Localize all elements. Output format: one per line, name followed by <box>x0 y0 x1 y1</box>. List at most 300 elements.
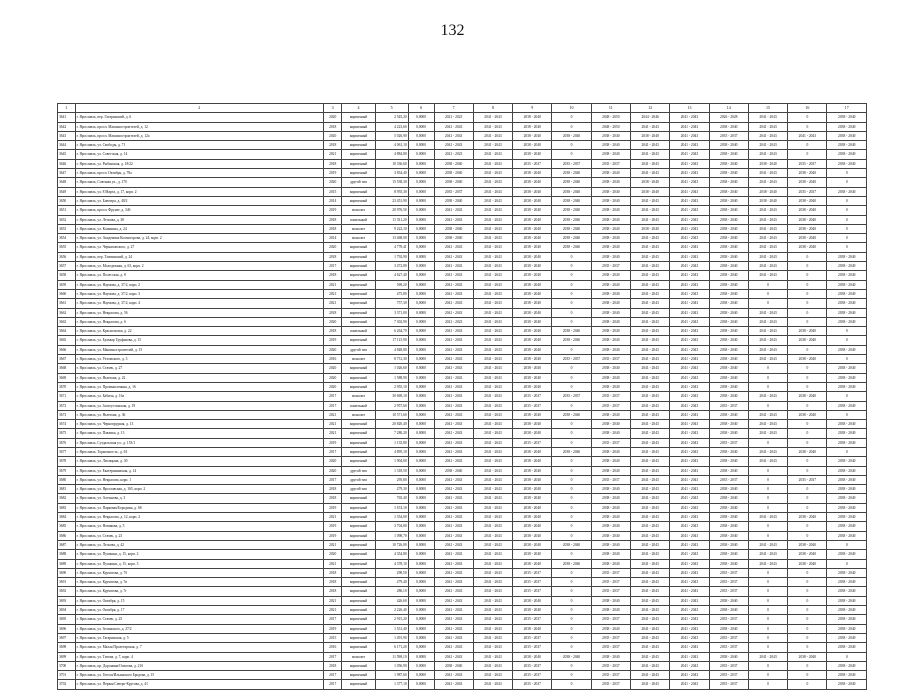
table-cell: кирпичный <box>342 289 375 298</box>
column-index-cell: 12 <box>631 104 670 113</box>
table-cell: 2038 - 2040 <box>709 141 748 150</box>
table-row <box>58 587 867 596</box>
table-cell: 2035 - 2037 <box>591 355 630 364</box>
table-cell: 2041 - 2043 <box>434 522 473 531</box>
table-cell: 3649 <box>58 187 76 196</box>
table-cell: 2041 - 2043 <box>631 271 670 280</box>
table-row <box>58 150 867 159</box>
table-cell: 2035 - 2037 <box>591 661 630 670</box>
table-cell: 0,0000 <box>408 113 434 122</box>
table-cell: 2035 - 2037 <box>552 159 591 168</box>
table-cell: 0 <box>748 633 787 642</box>
table-cell: 2038 - 2040 <box>788 652 827 661</box>
table-cell: 2041 - 2043 <box>631 503 670 512</box>
table-cell: 2021 <box>323 150 342 159</box>
table-cell: 2038 - 2040 <box>827 568 867 577</box>
table-cell: 2041 - 2043 <box>473 364 512 373</box>
table-cell: 2038 - 2040 <box>513 382 552 391</box>
table-cell: 2041 - 2043 <box>434 122 473 131</box>
table-cell: 2041 - 2043 <box>670 262 709 271</box>
table-cell: 2038 - 2040 <box>788 392 827 401</box>
table-cell: 2041 - 2043 <box>670 141 709 150</box>
table-cell: 3668 <box>58 364 76 373</box>
table-row <box>58 280 867 289</box>
table-cell: 0,0000 <box>408 606 434 615</box>
table-cell: 3669 <box>58 373 76 382</box>
table-cell: 0,0000 <box>408 475 434 484</box>
column-index-cell: 9 <box>513 104 552 113</box>
table-cell: 2041 - 2043 <box>473 410 512 419</box>
table-cell: 0 <box>552 280 591 289</box>
table-cell: монолит <box>342 206 375 215</box>
table-cell: 2041 - 2043 <box>670 299 709 308</box>
table-cell: 2035 - 2037 <box>513 643 552 652</box>
table-cell: 2038 - 2040 <box>827 401 867 410</box>
table-cell: 0,0000 <box>408 289 434 298</box>
table-cell: 2035 - 2037 <box>591 671 630 680</box>
table-cell: 2041 - 2043 <box>631 447 670 456</box>
table-cell: 2041 - 2043 <box>473 215 512 224</box>
address-cell: г. Ярославль, ул. Некрасова, д. 12, корп. 2 <box>75 513 323 522</box>
table-cell: 2041 - 2043 <box>631 624 670 633</box>
table-row <box>58 661 867 670</box>
table-cell: 0 <box>788 317 827 326</box>
table-cell: 2041 - 2043 <box>670 503 709 512</box>
table-cell: 2041 - 2043 <box>473 187 512 196</box>
table-cell: 2041 - 2043 <box>670 420 709 429</box>
table-cell: 0 <box>552 401 591 410</box>
table-cell: 765,40 <box>375 494 408 503</box>
table-cell: 2038 - 2040 <box>591 522 630 531</box>
table-cell: 2038 - 2040 <box>434 169 473 178</box>
column-index-cell: 10 <box>552 104 591 113</box>
table-cell: 2038 - 2040 <box>788 234 827 243</box>
table-cell: 298,50 <box>375 568 408 577</box>
table-cell: 2041 - 2043 <box>670 540 709 549</box>
table-cell: 2038 - 2040 <box>591 596 630 605</box>
table-cell: 0 <box>748 401 787 410</box>
table-cell: 5 026,90 <box>375 131 408 140</box>
table-cell: 2041 - 2043 <box>473 587 512 596</box>
table-cell: 2018 <box>323 327 342 336</box>
table-cell: 0 <box>552 587 591 596</box>
table-cell: 2041 - 2043 <box>631 568 670 577</box>
table-cell: 0 <box>552 457 591 466</box>
table-cell: 2035 - 2037 <box>709 475 748 484</box>
table-cell: 0,0000 <box>408 559 434 568</box>
table-cell: 2038 - 2040 <box>591 178 630 187</box>
table-cell: 2038 - 2040 <box>748 159 787 168</box>
table-cell: 9 222,10 <box>375 224 408 233</box>
table-cell: 2038 - 2040 <box>591 457 630 466</box>
table-cell: 0 <box>552 271 591 280</box>
table-cell: 8 955,30 <box>375 187 408 196</box>
table-cell: 2041 - 2043 <box>473 159 512 168</box>
table-cell: кирпичный <box>342 513 375 522</box>
table-cell: 2041 - 2043 <box>670 131 709 140</box>
table-cell: кирпичный <box>342 457 375 466</box>
table-cell: 2038 - 2040 <box>552 131 591 140</box>
table-cell: кирпичный <box>342 243 375 252</box>
address-cell: г. Ярославль, ул. Курчатова, д. 7г <box>75 587 323 596</box>
table-cell: 2041 - 2043 <box>631 540 670 549</box>
table-cell: 0,0000 <box>408 122 434 131</box>
table-cell: 2 545,20 <box>375 113 408 122</box>
table-cell: 2035 - 2037 <box>513 578 552 587</box>
table-cell: 2041 - 2043 <box>748 513 787 522</box>
table-cell: 0 <box>552 345 591 354</box>
table-cell: 0,0000 <box>408 643 434 652</box>
table-cell: 2018 <box>323 587 342 596</box>
table-cell: 2038 - 2040 <box>513 308 552 317</box>
table-cell: 2041 - 2043 <box>473 150 512 159</box>
table-cell: 2038 - 2040 <box>788 410 827 419</box>
table-cell: 2021 <box>323 606 342 615</box>
table-cell: 2038 - 2040 <box>709 308 748 317</box>
table-cell: 2038 - 2040 <box>827 475 867 484</box>
table-cell: 2038 - 2040 <box>709 410 748 419</box>
table-cell: 2021 - 2023 <box>434 113 473 122</box>
table-row <box>58 503 867 512</box>
table-cell: 2048 - 2050 <box>591 113 630 122</box>
address-cell: г. Ярославль, просп. Фрунзе, д. 34б <box>75 206 323 215</box>
table-cell: 2038 - 2040 <box>552 215 591 224</box>
table-cell: 2038 - 2040 <box>552 652 591 661</box>
table-cell: 2038 - 2040 <box>788 206 827 215</box>
table-cell: 2035 - 2037 <box>709 587 748 596</box>
table-cell: 0 <box>788 373 827 382</box>
table-cell: 2041 - 2043 <box>670 513 709 522</box>
address-cell: г. Ярославль, Тормозное ш., д. 63 <box>75 447 323 456</box>
table-cell: 0 <box>748 503 787 512</box>
table-row <box>58 540 867 549</box>
table-cell: 0 <box>788 568 827 577</box>
address-cell: г. Ярославль, ул. Машиностроителей, д. 15 <box>75 345 323 354</box>
table-cell: 2038 - 2040 <box>827 113 867 122</box>
table-cell: 2041 - 2043 <box>473 633 512 642</box>
table-cell: 0 <box>827 196 867 205</box>
table-cell: 2020 <box>323 178 342 187</box>
table-cell: 0 <box>552 578 591 587</box>
table-row <box>58 252 867 261</box>
table-cell: 0 <box>827 178 867 187</box>
table-cell: 2041 - 2043 <box>631 280 670 289</box>
table-cell: другой тип <box>342 178 375 187</box>
table-cell: 0,0000 <box>408 382 434 391</box>
table-cell: 3653 <box>58 224 76 233</box>
table-cell: 2038 - 2040 <box>513 466 552 475</box>
table-cell: 0 <box>748 485 787 494</box>
table-cell: 2041 - 2043 <box>748 652 787 661</box>
address-cell: г. Ярославль, ул. Стачек, д. 23 <box>75 531 323 540</box>
table-cell: 11 331,20 <box>375 215 408 224</box>
table-cell: 2018 <box>323 224 342 233</box>
table-cell: 2041 - 2043 <box>670 475 709 484</box>
table-cell: 2038 - 2040 <box>513 141 552 150</box>
table-cell: 2041 - 2043 <box>670 382 709 391</box>
table-cell: 2038 - 2040 <box>591 150 630 159</box>
table-cell: 2038 - 2040 <box>591 447 630 456</box>
table-cell: 2035 - 2037 <box>513 392 552 401</box>
table-cell: кирпичный <box>342 624 375 633</box>
table-cell: 2041 - 2043 <box>631 494 670 503</box>
table-cell: 0 <box>748 522 787 531</box>
table-cell: 0 <box>788 615 827 624</box>
table-row <box>58 457 867 466</box>
table-cell: 3675 <box>58 429 76 438</box>
table-cell: 3655 <box>58 243 76 252</box>
table-cell: 2038 - 2040 <box>709 234 748 243</box>
table-cell: 0,0000 <box>408 364 434 373</box>
table-cell: 3683 <box>58 503 76 512</box>
table-cell: 2035 - 2037 <box>513 615 552 624</box>
address-cell: г. Ярославль, ул. Павлика, д. 13 <box>75 429 323 438</box>
table-cell: 2020 <box>323 113 342 122</box>
table-cell: 2041 - 2043 <box>434 392 473 401</box>
table-cell: 2035 - 2037 <box>513 661 552 670</box>
table-cell: 2041 - 2043 <box>670 615 709 624</box>
table-cell: 2017 <box>323 392 342 401</box>
table-cell: 2041 - 2043 <box>748 429 787 438</box>
table-cell: 3686 <box>58 531 76 540</box>
table-cell: 0 <box>788 308 827 317</box>
table-cell: 2038 - 2040 <box>788 224 827 233</box>
table-cell: 2038 - 2040 <box>591 252 630 261</box>
table-cell: 2041 - 2043 <box>748 178 787 187</box>
table-cell: 2041 - 2043 <box>434 141 473 150</box>
table-cell: 295,80 <box>375 475 408 484</box>
table-cell: 2041 - 2043 <box>434 587 473 596</box>
table-cell: 0,0000 <box>408 131 434 140</box>
table-cell: 2041 - 2043 <box>631 466 670 475</box>
address-cell: г. Ярославль, ул. Калинина, д. 24 <box>75 224 323 233</box>
table-cell: 2041 - 2043 <box>748 131 787 140</box>
table-cell: кирпичный <box>342 159 375 168</box>
table-cell: 0,0000 <box>408 373 434 382</box>
table-cell: 3697 <box>58 633 76 642</box>
table-cell: монолит <box>342 234 375 243</box>
table-cell: 2041 - 2043 <box>631 420 670 429</box>
table-cell: 2035 - 2037 <box>709 615 748 624</box>
table-cell: 2041 - 2043 <box>434 643 473 652</box>
table-cell: 0 <box>552 475 591 484</box>
table-cell: 2038 - 2040 <box>591 336 630 345</box>
table-cell: 2038 - 2040 <box>513 522 552 531</box>
table-cell: 2038 - 2040 <box>434 224 473 233</box>
table-cell: 2038 - 2040 <box>513 475 552 484</box>
table-cell: монолит <box>342 652 375 661</box>
address-cell: г. Ярославль, ул. Наумова, д. 37/2, корп. 3 <box>75 289 323 298</box>
table-cell: 2038 - 2040 <box>552 178 591 187</box>
table-cell: 3698 <box>58 643 76 652</box>
address-cell: г. Ярославль, ул. Советская, д. 14 <box>75 150 323 159</box>
table-cell: 2041 - 2043 <box>748 345 787 354</box>
table-cell: 2038 - 2040 <box>788 327 827 336</box>
table-cell: 3670 <box>58 382 76 391</box>
table-cell: 3684 <box>58 513 76 522</box>
table-cell: 2041 - 2043 <box>473 299 512 308</box>
table-cell: 2017 <box>323 262 342 271</box>
table-cell: 2041 - 2043 <box>748 141 787 150</box>
table-cell: 2041 - 2043 <box>434 671 473 680</box>
table-cell: 2041 - 2043 <box>670 206 709 215</box>
table-cell: 2041 - 2043 <box>434 540 473 549</box>
table-cell: 0 <box>788 522 827 531</box>
table-cell: 2038 - 2040 <box>631 178 670 187</box>
table-cell: 2041 - 2043 <box>748 327 787 336</box>
table-row <box>58 438 867 447</box>
table-cell: 3665 <box>58 336 76 345</box>
table-cell: 2041 - 2043 <box>434 252 473 261</box>
table-cell: 0 <box>788 596 827 605</box>
table-cell: 2038 - 2040 <box>552 327 591 336</box>
table-cell: кирпичный <box>342 671 375 680</box>
table-cell: 2041 - 2043 <box>434 364 473 373</box>
table-cell: панельный <box>342 215 375 224</box>
table-row <box>58 596 867 605</box>
table-cell: 23 451,90 <box>375 196 408 205</box>
table-cell: 2038 - 2040 <box>827 615 867 624</box>
table-cell: кирпичный <box>342 150 375 159</box>
table-cell: 2038 - 2040 <box>827 485 867 494</box>
table-cell: 2038 - 2040 <box>434 196 473 205</box>
table-cell: 757,30 <box>375 299 408 308</box>
table-cell: 2038 - 2040 <box>709 327 748 336</box>
address-cell: г. Ярославль, ул. Гагаринская, д. 5 <box>75 633 323 642</box>
table-cell: 0,0000 <box>408 429 434 438</box>
table-cell: 2041 - 2043 <box>670 336 709 345</box>
table-row <box>58 113 867 122</box>
table-cell: кирпичный <box>342 262 375 271</box>
table-cell: 0 <box>748 373 787 382</box>
table-cell: 0 <box>788 401 827 410</box>
table-cell: кирпичный <box>342 252 375 261</box>
table-cell: 2038 - 2040 <box>788 447 827 456</box>
table-cell: 2041 - 2043 <box>631 336 670 345</box>
table-cell: 2038 - 2040 <box>552 447 591 456</box>
table-cell: 2038 - 2040 <box>552 336 591 345</box>
table-row <box>58 262 867 271</box>
table-row <box>58 355 867 364</box>
table-row <box>58 327 867 336</box>
table-cell: 1 056,90 <box>375 661 408 670</box>
table-cell: 2038 - 2040 <box>827 531 867 540</box>
table-cell: 2038 - 2040 <box>513 131 552 140</box>
table-cell: 2038 - 2040 <box>709 457 748 466</box>
table-cell: 2038 - 2040 <box>591 169 630 178</box>
address-cell: г. Ярославль, Союзная ул., д. 17б <box>75 178 323 187</box>
table-cell: 0,0000 <box>408 680 434 689</box>
table-cell: 0,0000 <box>408 587 434 596</box>
table-cell: 2035 - 2037 <box>788 187 827 196</box>
table-cell: 2035 - 2037 <box>591 392 630 401</box>
table-cell: 0 <box>827 215 867 224</box>
table-cell: 2038 - 2040 <box>591 466 630 475</box>
table-cell: 0 <box>748 643 787 652</box>
table-cell: 2041 - 2043 <box>473 559 512 568</box>
table-cell: 2041 - 2043 <box>473 494 512 503</box>
table-cell: 0 <box>552 252 591 261</box>
table-row <box>58 447 867 456</box>
table-row <box>58 215 867 224</box>
address-cell: г. Ярославль, ул. Бабича, д. 16а <box>75 392 323 401</box>
table-cell: 1 026,60 <box>375 364 408 373</box>
table-cell: 0 <box>827 652 867 661</box>
table-cell: 2041 - 2043 <box>670 280 709 289</box>
table-cell: 0 <box>748 280 787 289</box>
table-cell: 2041 - 2043 <box>631 485 670 494</box>
table-cell: 0 <box>827 336 867 345</box>
table-cell: 2038 - 2040 <box>709 252 748 261</box>
column-index-cell: 7 <box>434 104 473 113</box>
table-cell: 0 <box>552 289 591 298</box>
table-cell: 2041 - 2043 <box>631 401 670 410</box>
table-cell: 0,0000 <box>408 531 434 540</box>
address-cell: г. Ярославль, просп. Октября, д. 78а <box>75 169 323 178</box>
address-cell: г. Ярославль, ул. Златоустинская, д. 19 <box>75 401 323 410</box>
table-cell: 0 <box>748 587 787 596</box>
table-row <box>58 578 867 587</box>
table-row <box>58 624 867 633</box>
table-cell: 2020 <box>323 364 342 373</box>
table-cell: 2041 - 2043 <box>631 122 670 131</box>
table-cell: 3656 <box>58 252 76 261</box>
table-cell: 2 957,60 <box>375 401 408 410</box>
table-cell: 3644 <box>58 141 76 150</box>
table-row <box>58 364 867 373</box>
table-cell: кирпичный <box>342 420 375 429</box>
table-cell: 3657 <box>58 262 76 271</box>
table-cell: 2038 - 2040 <box>827 661 867 670</box>
table-cell: 2038 - 2040 <box>827 633 867 642</box>
table-cell: 0 <box>788 680 827 689</box>
table-cell: 2041 - 2043 <box>434 131 473 140</box>
table-cell: 0 <box>552 364 591 373</box>
table-cell: 0,0000 <box>408 215 434 224</box>
table-cell: 2038 - 2040 <box>827 299 867 308</box>
table-cell: 0 <box>552 485 591 494</box>
table-cell: 2041 - 2043 <box>670 466 709 475</box>
table-cell: 2038 - 2040 <box>591 606 630 615</box>
table-cell: 2038 - 2040 <box>513 299 552 308</box>
table-cell: 3695 <box>58 615 76 624</box>
table-cell: 2038 - 2040 <box>709 373 748 382</box>
table-cell: 0,0000 <box>408 169 434 178</box>
table-cell: 3690 <box>58 568 76 577</box>
table-cell: 2038 - 2040 <box>788 355 827 364</box>
table-cell: 0,0000 <box>408 196 434 205</box>
table-cell: 2041 - 2043 <box>434 475 473 484</box>
address-cell: г. Ярославль, ул. Полесская, д. 8 <box>75 271 323 280</box>
table-cell: 0 <box>827 327 867 336</box>
table-cell: 2038 - 2040 <box>827 420 867 429</box>
table-cell: 0 <box>788 466 827 475</box>
table-cell: 2041 - 2043 <box>670 364 709 373</box>
table-cell: 2020 <box>323 243 342 252</box>
table-cell: 3666 <box>58 345 76 354</box>
table-cell: 2041 - 2043 <box>631 169 670 178</box>
table-cell: 0 <box>788 624 827 633</box>
table-cell: 2018 <box>323 485 342 494</box>
table-cell: 8 731,30 <box>375 355 408 364</box>
table-row <box>58 420 867 429</box>
table-cell: монолит <box>342 224 375 233</box>
table-cell: 2041 - 2043 <box>473 661 512 670</box>
table-cell: 0 <box>748 382 787 391</box>
address-cell: г. Ярославль, ул. Лисицына, д. 30 <box>75 457 323 466</box>
address-cell: г. Ярославль, ул. Новикова, д. 5 <box>75 522 323 531</box>
table-cell: 1 674,10 <box>375 503 408 512</box>
